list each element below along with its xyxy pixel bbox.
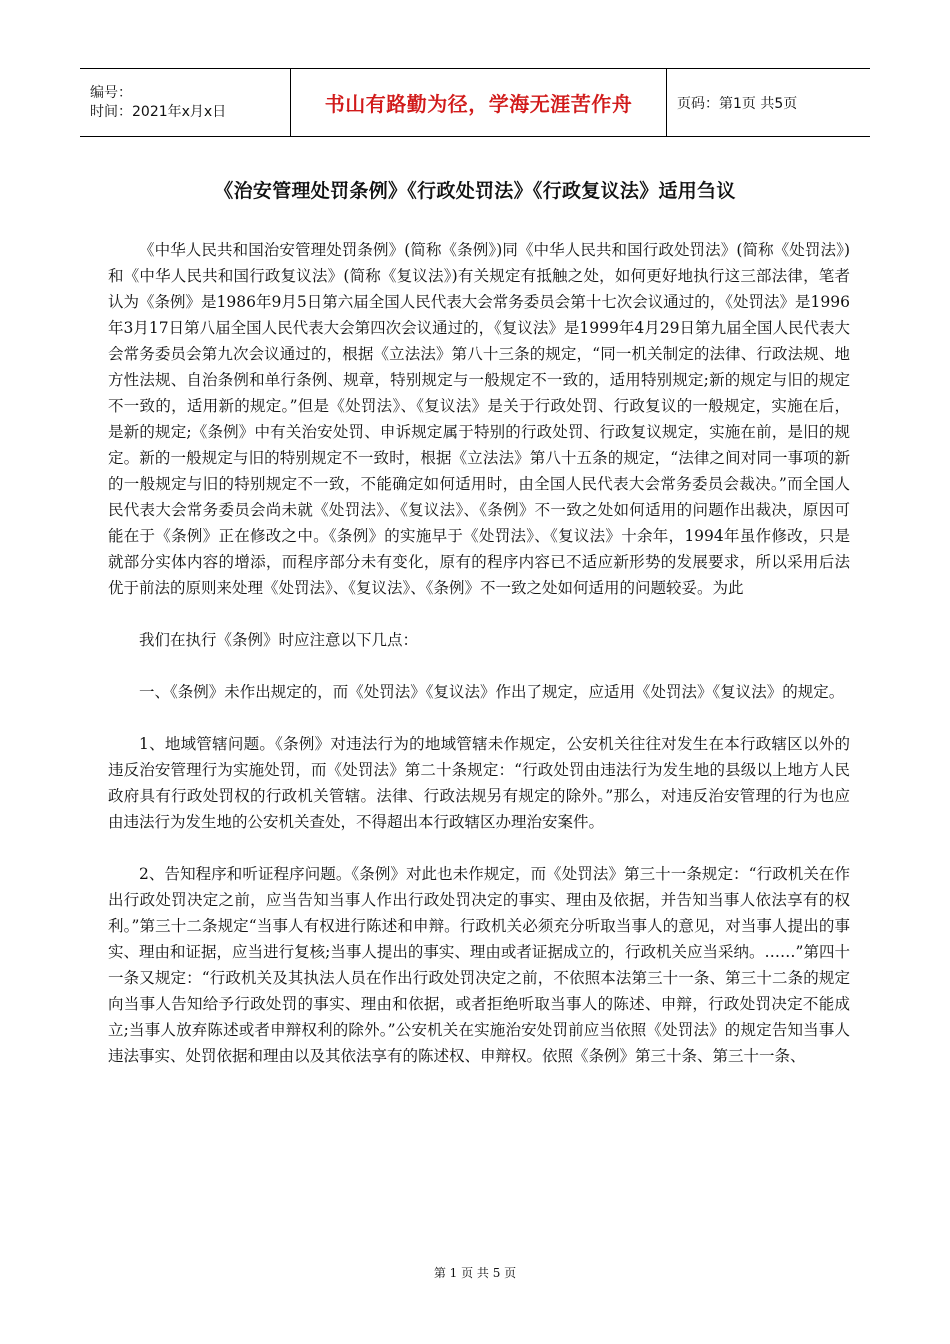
time-label: 时间：2021年x月x日 [90, 103, 227, 120]
header-meta [80, 69, 291, 136]
document-title: 《治安管理处罚条例》《行政处罚法》《行政复议法》适用刍议 [214, 180, 736, 202]
header-page-cell [667, 69, 870, 136]
header-motto-cell [291, 69, 667, 136]
header-table [80, 68, 870, 137]
number-label: 编号： [90, 84, 132, 101]
paragraph-intro: 《中华人民共和国治安管理处罚条例》(简称《条例》)同《中华人民共和国行政处罚法》(简称《处罚法》)和《中华人民共和国行政复议法》(简称《复议法》)有关规定有抵触之处，如何更好地执行这三部法律，笔者认为《条例》是1986年9月5日第六届全国人民代表大会常务委员会第十七次会议通过的，《处罚法》是1996年3月17日第八届全国人民代表大会第四次会议通过的，《复议法》是1999年4月29日第九届全国人民代表大会常务委员会第九次会议通过的，根据《立法法》第八十三条的规定，“同一机关制定的法律、行政法规、地方性法规、自治条例和单行条例、规章，特别规定与一般规定不一致的，适用特别规定;新的规定与旧的规定不一致的，适用新的规定。”但是《处罚法》、《复议法》是关于行政处罚、行政复议的一般规定，实施在后，是新的规定;《条例》中有关治安处罚、申诉规定属于特别的行政处罚、行政复议规定，实施在前，是旧的规定。新的一般规定与旧的特别规定不一致时，根据《立法法》第八十五条的规定，“法律之间对同一事项的新的一般规定与旧的特别规定不一致，不能确定如何适用时，由全国人民代表大会常务委员会裁决。”而全国人民代表大会常务委员会尚未就《处罚法》、《复议法》、《条例》不一致之处如何适用的问题作出裁决，原因可能在于《条例》正在修改之中。《条例》的实施早于《处罚法》、《复议法》十余年，1994年虽作修改，只是就部分实体内容的增添，而程序部分未有变化，原有的程序内容已不适应新形势的发展要求，所以采用后法优于前法的原则来处理《处罚法》、《复议法》、《条例》不一致之处如何适用的问题较妥。为此 [108, 241, 850, 597]
page-label: 页码：第1页 共5页 [677, 95, 798, 112]
motto-text: 书山有路勤为径，学海无涯苦作舟 [324, 92, 633, 116]
paragraph-notice-hearing: 2、告知程序和听证程序问题。《条例》对此也未作规定，而《处罚法》第三十一条规定：“行政机关在作出行政处罚决定之前，应当告知当事人作出行政处罚决定的事实、理由及依据，并告知当事人依法享有的权利。”第三十二条规定“当事人有权进行陈述和申辩。行政机关必须充分听取当事人的意见，对当事人提出的事实、理由和证据，应当进行复核;当事人提出的事实、理由或者证据成立的，行政机关应当采纳。……”第四十一条又规定：“行政机关及其执法人员在作出行政处罚决定之前，不依照本法第三十一条、第三十二条的规定向当事人告知给予行政处罚的事实、理由和依据，或者拒绝听取当事人的陈述、申辩，行政处罚决定不能成立;当事人放弃陈述或者申辩权利的除外。”公安机关在实施治安处罚前应当依照《处罚法》的规定告知当事人违法事实、处罚依据和理由以及其依法享有的陈述权、申辩权。依照《条例》第三十条、第三十一条、 [108, 865, 850, 1065]
page-footer: 第 1 页 共 5 页 [433, 1266, 517, 1280]
paragraph-jurisdiction: 1、地域管辖问题。《条例》对违法行为的地域管辖未作规定，公安机关往往对发生在本行政辖区以外的违反治安管理行为实施处罚，而《处罚法》第二十条规定：“行政处罚由违法行为发生地的县级以上地方人民政府具有行政处罚权的行政机关管辖。法律、行政法规另有规定的除外。”那么，对违反治安管理的行为也应由违法行为发生地的公安机关查处，不得超出本行政辖区办理治安案件。 [108, 735, 850, 831]
document-body [108, 237, 850, 1069]
paragraph-section-one: 一、《条例》未作出规定的，而《处罚法》《复议法》作出了规定，应适用《处罚法》《复议法》的规定。 [139, 683, 845, 701]
paragraph-points-intro: 我们在执行《条例》时应注意以下几点： [139, 631, 419, 649]
